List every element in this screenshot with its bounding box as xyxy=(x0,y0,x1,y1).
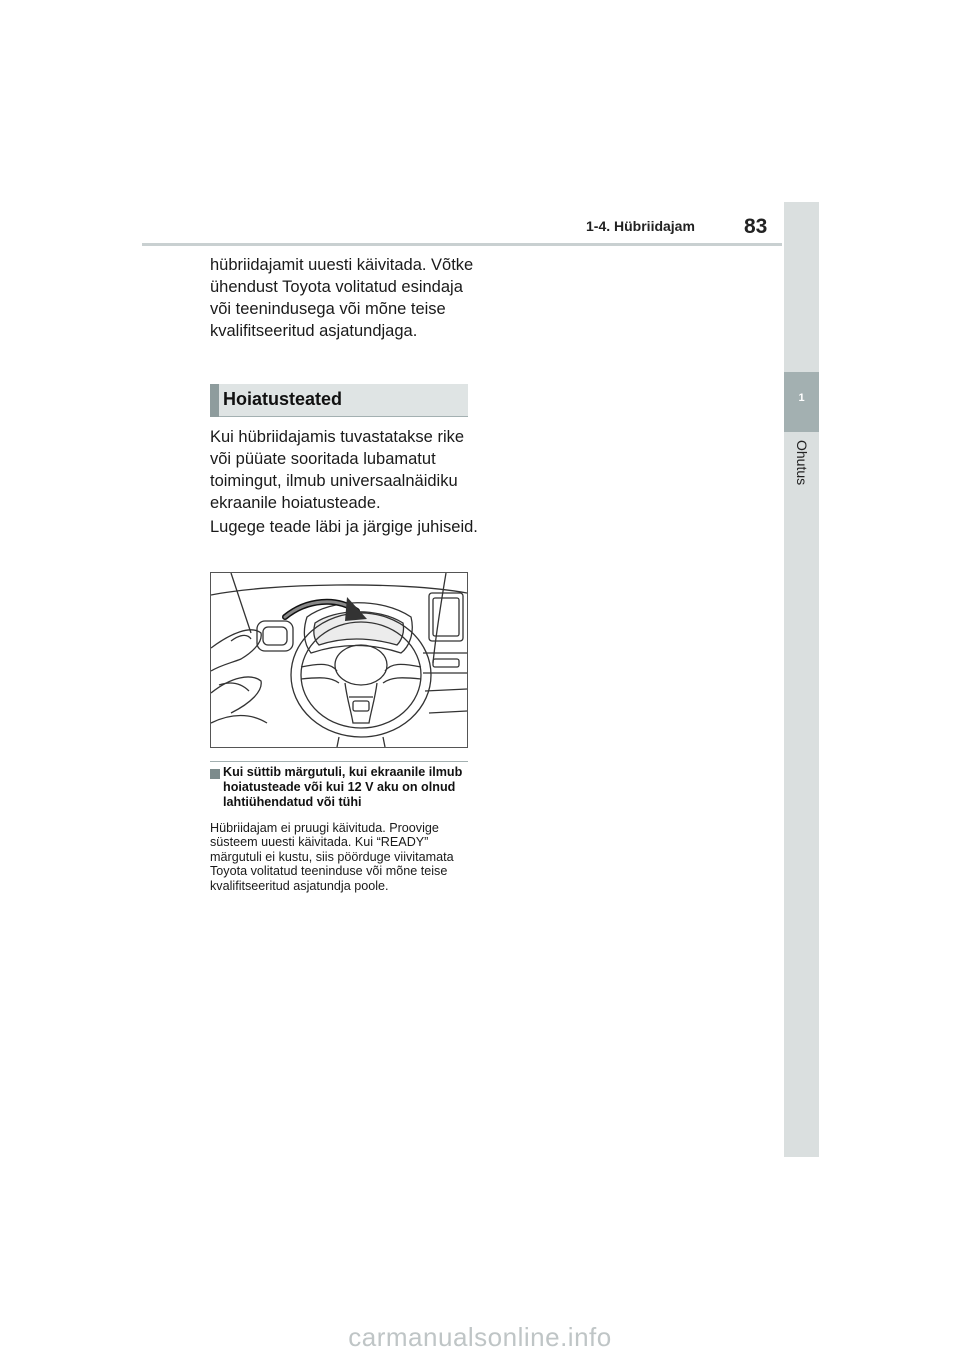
section-paragraph-1: Kui hübriidajamis tuvastatakse rike või püüate sooritada lubamatut toimingut, ilmub universaalnäidiku ekraanile hoiatusteade. xyxy=(210,428,465,512)
side-chapter-title-text: Ohutus xyxy=(794,440,810,486)
page-number: 83 xyxy=(744,215,768,238)
note-bullet-icon xyxy=(210,769,220,779)
section-heading-bar xyxy=(210,384,219,417)
side-chapter-strip xyxy=(784,202,819,1157)
section-heading xyxy=(210,384,468,417)
section-paragraph-2: Lugege teade läbi ja järgige juhiseid. xyxy=(210,518,478,536)
note-heading-text: Kui süttib märgutuli, kui ekraanile ilmub hoiatusteade või kui 12 V aku on olnud lahtiühendatud või tühi xyxy=(223,765,463,809)
header-divider xyxy=(142,243,782,246)
note-body: Hübriidajam ei pruugi käivituda. Proovige süsteem uuesti käivitada. Kui “READY” märgutuli ei kustu, siis pöörduge viivitamata Toyota volitatud teeninduse või mõne teise kvalifitseeritud asjatundja poole. xyxy=(210,821,454,893)
intro-paragraph: hübriidajamit uuesti käivitada. Võtke ühendust Toyota volitatud esindaja või teenindusega või mõne teise kvalifitseeritud asjatundjaga. xyxy=(210,256,474,340)
side-chapter-number: 1 xyxy=(798,392,805,404)
steering-wheel-illustration xyxy=(211,573,467,747)
figure-divider xyxy=(210,761,468,762)
side-chapter-title xyxy=(780,440,824,500)
header-section-title: 1-4. Hübriidajam xyxy=(586,218,695,234)
section-heading-text: Hoiatusteated xyxy=(223,389,343,409)
watermark: carmanualsonline.info xyxy=(348,1322,612,1352)
dashboard-illustration xyxy=(210,572,468,748)
